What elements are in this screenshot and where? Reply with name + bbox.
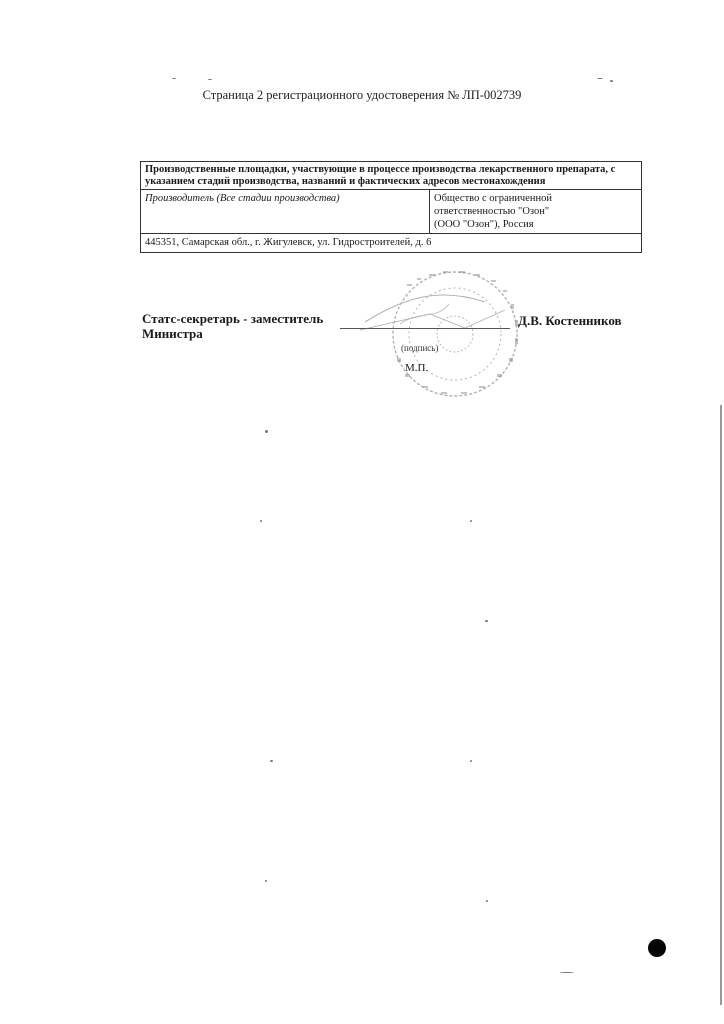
scan-speck [208, 79, 212, 80]
signature-line [340, 328, 510, 329]
official-stamp-icon [345, 262, 535, 402]
signer-position-line-1: Статс-секретарь - заместитель [142, 311, 324, 326]
signer-position [142, 311, 342, 341]
company-line-2: ответственностью "Озон" [434, 206, 550, 217]
scan-speck [486, 900, 488, 902]
scan-edge-line [720, 405, 722, 1005]
scan-speck [172, 78, 176, 79]
signer-position-line-2: Министра [142, 326, 203, 341]
table-heading: Производственные площадки, участвующие в процессе производства лекарственного препарата, с указанием стадий производства, названий и фактических адресов местонахождения [141, 162, 641, 190]
table-row [141, 190, 641, 234]
scan-speck [485, 620, 488, 622]
scan-speck [470, 520, 472, 522]
signature-caption: (подпись) [401, 343, 439, 353]
company-line-1: Общество с ограниченной [434, 193, 552, 204]
manufacturer-address: 445351, Самарская обл., г. Жигулевск, ул. Гидростроителей, д. 6 [145, 237, 432, 248]
scan-speck [265, 880, 267, 882]
manufacturer-company [430, 190, 641, 233]
scan-speck [470, 760, 472, 762]
scan-speck [610, 80, 613, 82]
production-sites-table [140, 161, 642, 253]
signer-name: Д.В. Костенников [518, 313, 622, 328]
punch-hole [648, 939, 666, 957]
scan-speck [270, 760, 273, 762]
scan-speck [597, 78, 603, 79]
page-header: Страница 2 регистрационного удостоверения № ЛП-002739 [202, 88, 522, 102]
company-line-3: (ООО "Озон"), Россия [434, 219, 534, 230]
seal-placeholder: М.П. [405, 362, 429, 374]
scan-speck [260, 520, 262, 522]
scan-speck [560, 972, 574, 973]
scan-speck [265, 430, 268, 433]
manufacturer-role: Производитель (Все стадии производства) [141, 190, 430, 233]
